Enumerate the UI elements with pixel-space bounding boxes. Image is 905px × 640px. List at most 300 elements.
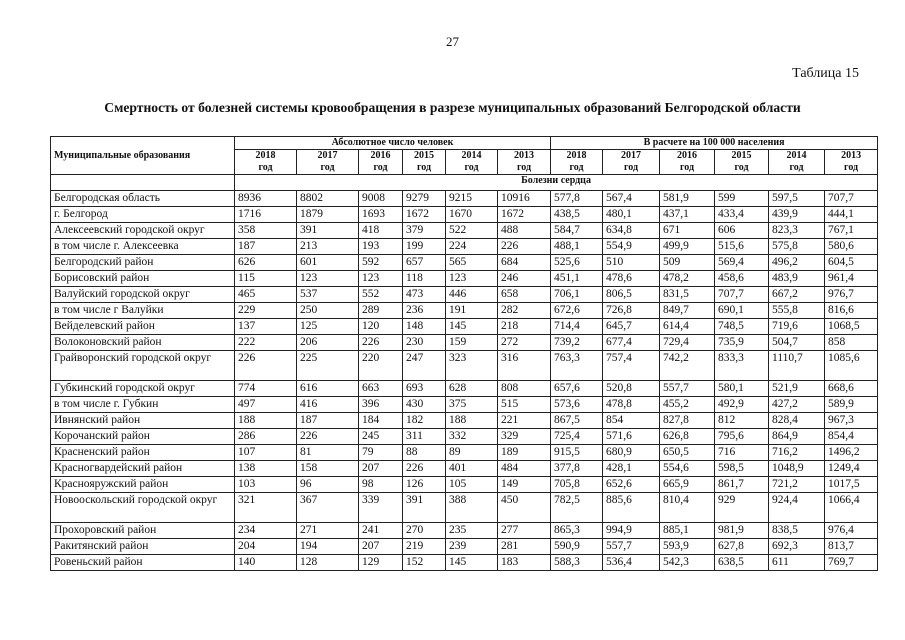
absolute-value-cell: 552 bbox=[359, 287, 403, 303]
absolute-value-cell: 1670 bbox=[446, 207, 498, 223]
absolute-value-cell: 158 bbox=[297, 461, 359, 477]
absolute-value-cell: 128 bbox=[297, 555, 359, 571]
rate-value-cell: 439,9 bbox=[769, 207, 825, 223]
rate-value-cell: 767,1 bbox=[825, 223, 878, 239]
rate-value-cell: 520,8 bbox=[603, 381, 660, 397]
rate-value-cell: 924,4 bbox=[769, 493, 825, 523]
absolute-value-cell: 388 bbox=[446, 493, 498, 523]
municipality-name: Прохоровский район bbox=[51, 523, 235, 539]
rate-value-cell: 967,3 bbox=[825, 413, 878, 429]
rate-value-cell: 861,7 bbox=[715, 477, 769, 493]
year-header-abs-2014 bbox=[446, 150, 498, 175]
absolute-value-cell: 187 bbox=[297, 413, 359, 429]
header-group-row bbox=[51, 137, 878, 150]
absolute-value-cell: 221 bbox=[498, 413, 551, 429]
rate-value-cell: 554,6 bbox=[660, 461, 715, 477]
absolute-value-cell: 358 bbox=[235, 223, 297, 239]
rate-value-cell: 589,9 bbox=[825, 397, 878, 413]
absolute-value-cell: 418 bbox=[359, 223, 403, 239]
absolute-value-cell: 401 bbox=[446, 461, 498, 477]
table-row bbox=[51, 445, 878, 461]
year-header-abs-2013 bbox=[498, 150, 551, 175]
year-header-abs-2015 bbox=[403, 150, 446, 175]
absolute-value-cell: 123 bbox=[446, 271, 498, 287]
table-row bbox=[51, 319, 878, 335]
absolute-value-cell: 137 bbox=[235, 319, 297, 335]
rate-value-cell: 638,5 bbox=[715, 555, 769, 571]
municipality-name: Корочанский район bbox=[51, 429, 235, 445]
year-header-abs-2018 bbox=[235, 150, 297, 175]
rate-value-cell: 690,1 bbox=[715, 303, 769, 319]
absolute-value-cell: 1672 bbox=[403, 207, 446, 223]
rate-value-cell: 521,9 bbox=[769, 381, 825, 397]
rate-value-cell: 444,1 bbox=[825, 207, 878, 223]
table-row bbox=[51, 255, 878, 271]
absolute-value-cell: 125 bbox=[297, 319, 359, 335]
table-row bbox=[51, 461, 878, 477]
municipality-name: в том числе г Валуйки bbox=[51, 303, 235, 319]
rate-value-cell: 427,2 bbox=[769, 397, 825, 413]
absolute-value-cell: 159 bbox=[446, 335, 498, 351]
absolute-value-cell: 191 bbox=[446, 303, 498, 319]
rate-value-cell: 590,9 bbox=[551, 539, 603, 555]
absolute-value-cell: 8936 bbox=[235, 191, 297, 207]
municipality-name: Новооскольский городской округ bbox=[51, 493, 235, 523]
rate-value-cell: 1249,4 bbox=[825, 461, 878, 477]
year-header-rate-2018 bbox=[551, 150, 603, 175]
absolute-value-cell: 126 bbox=[403, 477, 446, 493]
absolute-value-cell: 323 bbox=[446, 351, 498, 381]
absolute-value-cell: 123 bbox=[359, 271, 403, 287]
table-row bbox=[51, 539, 878, 555]
rate-value-cell: 536,4 bbox=[603, 555, 660, 571]
absolute-value-cell: 565 bbox=[446, 255, 498, 271]
absolute-value-cell: 235 bbox=[446, 523, 498, 539]
rate-value-cell: 816,6 bbox=[825, 303, 878, 319]
rate-value-cell: 598,5 bbox=[715, 461, 769, 477]
municipality-name: Алексеевский городской округ bbox=[51, 223, 235, 239]
year-header-year: 2016 bbox=[370, 150, 391, 161]
year-header-year: 2018 bbox=[566, 150, 587, 161]
rate-value-cell: 1085,6 bbox=[825, 351, 878, 381]
rate-value-cell: 716,2 bbox=[769, 445, 825, 461]
table-row bbox=[51, 555, 878, 571]
rate-value-cell: 677,4 bbox=[603, 335, 660, 351]
absolute-value-cell: 329 bbox=[498, 429, 551, 445]
rate-value-cell: 1066,4 bbox=[825, 493, 878, 523]
absolute-value-cell: 391 bbox=[403, 493, 446, 523]
municipality-name: Борисовский район bbox=[51, 271, 235, 287]
absolute-value-cell: 148 bbox=[403, 319, 446, 335]
municipality-name: Красногвардейский район bbox=[51, 461, 235, 477]
absolute-value-cell: 222 bbox=[235, 335, 297, 351]
year-header-unit: год bbox=[680, 162, 695, 173]
rate-value-cell: 569,4 bbox=[715, 255, 769, 271]
absolute-value-cell: 220 bbox=[359, 351, 403, 381]
rate-value-cell: 650,5 bbox=[660, 445, 715, 461]
absolute-value-cell: 245 bbox=[359, 429, 403, 445]
table-row bbox=[51, 207, 878, 223]
absolute-value-cell: 140 bbox=[235, 555, 297, 571]
absolute-value-cell: 281 bbox=[498, 539, 551, 555]
year-header-year: 2015 bbox=[731, 150, 752, 161]
rate-value-cell: 557,7 bbox=[660, 381, 715, 397]
absolute-value-cell: 321 bbox=[235, 493, 297, 523]
table-row bbox=[51, 271, 878, 287]
rate-value-cell: 707,7 bbox=[825, 191, 878, 207]
absolute-value-cell: 9215 bbox=[446, 191, 498, 207]
table-row bbox=[51, 523, 878, 539]
rate-value-cell: 667,2 bbox=[769, 287, 825, 303]
year-header-unit: год bbox=[569, 162, 584, 173]
rate-value-cell: 665,9 bbox=[660, 477, 715, 493]
mortality-table bbox=[50, 136, 878, 571]
rate-value-cell: 555,8 bbox=[769, 303, 825, 319]
absolute-value-cell: 207 bbox=[359, 539, 403, 555]
rate-value-cell: 626,8 bbox=[660, 429, 715, 445]
rate-value-cell: 488,1 bbox=[551, 239, 603, 255]
absolute-value-cell: 188 bbox=[446, 413, 498, 429]
rate-value-cell: 864,9 bbox=[769, 429, 825, 445]
absolute-value-cell: 225 bbox=[297, 351, 359, 381]
absolute-value-cell: 239 bbox=[446, 539, 498, 555]
absolute-value-cell: 465 bbox=[235, 287, 297, 303]
rate-value-cell: 1496,2 bbox=[825, 445, 878, 461]
rate-value-cell: 854 bbox=[603, 413, 660, 429]
rate-value-cell: 716 bbox=[715, 445, 769, 461]
absolute-value-cell: 229 bbox=[235, 303, 297, 319]
year-header-unit: год bbox=[516, 162, 532, 173]
year-header-year: 2014 bbox=[461, 150, 482, 161]
year-header-unit: год bbox=[373, 162, 388, 173]
rate-value-cell: 721,2 bbox=[769, 477, 825, 493]
absolute-value-cell: 375 bbox=[446, 397, 498, 413]
year-header-rate-2016 bbox=[660, 150, 715, 175]
absolute-value-cell: 213 bbox=[297, 239, 359, 255]
table-row bbox=[51, 381, 878, 397]
rate-value-cell: 496,2 bbox=[769, 255, 825, 271]
year-header-unit: год bbox=[734, 162, 749, 173]
rate-value-cell: 833,3 bbox=[715, 351, 769, 381]
rate-value-cell: 492,9 bbox=[715, 397, 769, 413]
rate-value-cell: 680,9 bbox=[603, 445, 660, 461]
absolute-value-cell: 199 bbox=[403, 239, 446, 255]
absolute-value-cell: 120 bbox=[359, 319, 403, 335]
year-header-unit: год bbox=[844, 162, 859, 173]
municipality-name: Валуйский городской округ bbox=[51, 287, 235, 303]
rate-value-cell: 961,4 bbox=[825, 271, 878, 287]
rate-value-cell: 795,6 bbox=[715, 429, 769, 445]
rate-value-cell: 478,2 bbox=[660, 271, 715, 287]
year-header-rate-2013 bbox=[825, 150, 878, 175]
absolute-value-cell: 693 bbox=[403, 381, 446, 397]
absolute-value-cell: 663 bbox=[359, 381, 403, 397]
rate-value-cell: 854,4 bbox=[825, 429, 878, 445]
absolute-value-cell: 339 bbox=[359, 493, 403, 523]
absolute-value-cell: 204 bbox=[235, 539, 297, 555]
rate-value-cell: 812 bbox=[715, 413, 769, 429]
year-header-rate-2014 bbox=[769, 150, 825, 175]
absolute-value-cell: 96 bbox=[297, 477, 359, 493]
absolute-value-cell: 224 bbox=[446, 239, 498, 255]
absolute-value-cell: 592 bbox=[359, 255, 403, 271]
rate-value-cell: 577,8 bbox=[551, 191, 603, 207]
rate-value-cell: 706,1 bbox=[551, 287, 603, 303]
absolute-value-cell: 391 bbox=[297, 223, 359, 239]
rate-value-cell: 581,9 bbox=[660, 191, 715, 207]
rate-value-cell: 478,6 bbox=[603, 271, 660, 287]
rate-value-cell: 748,5 bbox=[715, 319, 769, 335]
rate-value-cell: 858 bbox=[825, 335, 878, 351]
absolute-value-cell: 183 bbox=[498, 555, 551, 571]
rate-value-cell: 584,7 bbox=[551, 223, 603, 239]
absolute-value-cell: 616 bbox=[297, 381, 359, 397]
year-header-abs-2016 bbox=[359, 150, 403, 175]
rate-value-cell: 645,7 bbox=[603, 319, 660, 335]
rate-value-cell: 652,6 bbox=[603, 477, 660, 493]
rate-value-cell: 575,8 bbox=[769, 239, 825, 255]
absolute-value-cell: 601 bbox=[297, 255, 359, 271]
absolute-value-cell: 241 bbox=[359, 523, 403, 539]
municipality-column-header: Муниципальные образования bbox=[51, 137, 235, 175]
absolute-value-cell: 207 bbox=[359, 461, 403, 477]
absolute-value-cell: 187 bbox=[235, 239, 297, 255]
rate-value-cell: 580,1 bbox=[715, 381, 769, 397]
absolute-value-cell: 332 bbox=[446, 429, 498, 445]
absolute-value-cell: 808 bbox=[498, 381, 551, 397]
table-row bbox=[51, 429, 878, 445]
rate-value-cell: 483,9 bbox=[769, 271, 825, 287]
rate-value-cell: 714,4 bbox=[551, 319, 603, 335]
table-row bbox=[51, 351, 878, 381]
absolute-value-cell: 145 bbox=[446, 319, 498, 335]
rate-value-cell: 588,3 bbox=[551, 555, 603, 571]
absolute-value-cell: 626 bbox=[235, 255, 297, 271]
year-header-abs-2017 bbox=[297, 150, 359, 175]
rate-value-cell: 593,9 bbox=[660, 539, 715, 555]
absolute-value-cell: 152 bbox=[403, 555, 446, 571]
year-header-unit: год bbox=[464, 162, 479, 173]
rate-value-cell: 981,9 bbox=[715, 523, 769, 539]
absolute-value-cell: 226 bbox=[297, 429, 359, 445]
table-row bbox=[51, 191, 878, 207]
rate-value-cell: 769,7 bbox=[825, 555, 878, 571]
year-header-unit: год bbox=[789, 162, 804, 173]
section-label: Болезни сердца bbox=[235, 175, 878, 191]
rate-value-cell: 976,7 bbox=[825, 287, 878, 303]
rate-value-cell: 1048,9 bbox=[769, 461, 825, 477]
rate-value-cell: 806,5 bbox=[603, 287, 660, 303]
rate-value-cell: 580,6 bbox=[825, 239, 878, 255]
rate-value-cell: 606 bbox=[715, 223, 769, 239]
municipality-name: Ровеньский район bbox=[51, 555, 235, 571]
year-header-year: 2015 bbox=[414, 150, 434, 161]
year-header-year: 2017 bbox=[621, 150, 642, 161]
rate-value-cell: 725,4 bbox=[551, 429, 603, 445]
absolute-value-cell: 1879 bbox=[297, 207, 359, 223]
rate-value-cell: 599 bbox=[715, 191, 769, 207]
rate-value-cell: 438,5 bbox=[551, 207, 603, 223]
year-header-unit: год bbox=[416, 162, 432, 173]
section-row bbox=[51, 175, 878, 191]
rate-value-cell: 657,6 bbox=[551, 381, 603, 397]
table-row bbox=[51, 239, 878, 255]
rate-value-cell: 627,8 bbox=[715, 539, 769, 555]
absolute-value-cell: 9008 bbox=[359, 191, 403, 207]
rate-value-cell: 671 bbox=[660, 223, 715, 239]
absolute-value-cell: 10916 bbox=[498, 191, 551, 207]
absolute-group-header: Абсолютное число человек bbox=[235, 137, 551, 150]
rate-value-cell: 865,3 bbox=[551, 523, 603, 539]
rate-value-cell: 849,7 bbox=[660, 303, 715, 319]
municipality-name: Грайворонский городской округ bbox=[51, 351, 235, 381]
table-row bbox=[51, 413, 878, 429]
absolute-value-cell: 194 bbox=[297, 539, 359, 555]
rate-value-cell: 377,8 bbox=[551, 461, 603, 477]
absolute-value-cell: 1672 bbox=[498, 207, 551, 223]
absolute-value-cell: 189 bbox=[498, 445, 551, 461]
rate-value-cell: 810,4 bbox=[660, 493, 715, 523]
rate-value-cell: 499,9 bbox=[660, 239, 715, 255]
municipality-name: в том числе г. Губкин bbox=[51, 397, 235, 413]
rate-value-cell: 504,7 bbox=[769, 335, 825, 351]
absolute-value-cell: 379 bbox=[403, 223, 446, 239]
absolute-value-cell: 522 bbox=[446, 223, 498, 239]
year-header-year: 2018 bbox=[255, 150, 276, 161]
absolute-value-cell: 246 bbox=[498, 271, 551, 287]
year-header-unit: год bbox=[624, 162, 639, 173]
absolute-value-cell: 89 bbox=[446, 445, 498, 461]
absolute-value-cell: 105 bbox=[446, 477, 498, 493]
absolute-value-cell: 98 bbox=[359, 477, 403, 493]
year-header-year: 2017 bbox=[317, 150, 338, 161]
absolute-value-cell: 488 bbox=[498, 223, 551, 239]
rate-value-cell: 1068,5 bbox=[825, 319, 878, 335]
rate-value-cell: 509 bbox=[660, 255, 715, 271]
rate-value-cell: 885,6 bbox=[603, 493, 660, 523]
municipality-name: Губкинский городской округ bbox=[51, 381, 235, 397]
municipality-name: Красненский район bbox=[51, 445, 235, 461]
rate-value-cell: 729,4 bbox=[660, 335, 715, 351]
absolute-value-cell: 118 bbox=[403, 271, 446, 287]
absolute-value-cell: 628 bbox=[446, 381, 498, 397]
absolute-value-cell: 684 bbox=[498, 255, 551, 271]
rate-value-cell: 542,3 bbox=[660, 555, 715, 571]
absolute-value-cell: 236 bbox=[403, 303, 446, 319]
municipality-name: Вейделевский район bbox=[51, 319, 235, 335]
rate-value-cell: 705,8 bbox=[551, 477, 603, 493]
absolute-value-cell: 271 bbox=[297, 523, 359, 539]
absolute-value-cell: 234 bbox=[235, 523, 297, 539]
absolute-value-cell: 247 bbox=[403, 351, 446, 381]
rate-value-cell: 915,5 bbox=[551, 445, 603, 461]
rate-value-cell: 597,5 bbox=[769, 191, 825, 207]
absolute-value-cell: 282 bbox=[498, 303, 551, 319]
absolute-value-cell: 658 bbox=[498, 287, 551, 303]
document-title: Смертность от болезней системы кровообращения в разрезе муниципальных образований Белгородской области bbox=[104, 100, 801, 115]
rate-value-cell: 831,5 bbox=[660, 287, 715, 303]
absolute-value-cell: 8802 bbox=[297, 191, 359, 207]
absolute-value-cell: 230 bbox=[403, 335, 446, 351]
absolute-value-cell: 657 bbox=[403, 255, 446, 271]
absolute-value-cell: 289 bbox=[359, 303, 403, 319]
rate-value-cell: 867,5 bbox=[551, 413, 603, 429]
municipality-name: Белгородский район bbox=[51, 255, 235, 271]
absolute-value-cell: 277 bbox=[498, 523, 551, 539]
table-row bbox=[51, 397, 878, 413]
rate-value-cell: 451,1 bbox=[551, 271, 603, 287]
absolute-value-cell: 484 bbox=[498, 461, 551, 477]
rate-value-cell: 634,8 bbox=[603, 223, 660, 239]
year-header-unit: год bbox=[320, 162, 335, 173]
rate-value-cell: 692,3 bbox=[769, 539, 825, 555]
rate-value-cell: 614,4 bbox=[660, 319, 715, 335]
municipality-name: Краснояружский район bbox=[51, 477, 235, 493]
absolute-value-cell: 129 bbox=[359, 555, 403, 571]
year-header-unit: год bbox=[258, 162, 273, 173]
rate-value-cell: 719,6 bbox=[769, 319, 825, 335]
table-row bbox=[51, 493, 878, 523]
municipality-name: в том числе г. Алексеевка bbox=[51, 239, 235, 255]
rate-value-cell: 739,2 bbox=[551, 335, 603, 351]
rate-value-cell: 823,3 bbox=[769, 223, 825, 239]
rate-value-cell: 557,7 bbox=[603, 539, 660, 555]
absolute-value-cell: 1693 bbox=[359, 207, 403, 223]
rate-value-cell: 428,1 bbox=[603, 461, 660, 477]
rate-value-cell: 838,5 bbox=[769, 523, 825, 539]
absolute-value-cell: 226 bbox=[403, 461, 446, 477]
year-header-year: 2014 bbox=[786, 150, 807, 161]
rate-value-cell: 929 bbox=[715, 493, 769, 523]
rate-value-cell: 567,4 bbox=[603, 191, 660, 207]
rate-value-cell: 480,1 bbox=[603, 207, 660, 223]
rate-value-cell: 458,6 bbox=[715, 271, 769, 287]
absolute-value-cell: 497 bbox=[235, 397, 297, 413]
absolute-value-cell: 286 bbox=[235, 429, 297, 445]
rate-value-cell: 726,8 bbox=[603, 303, 660, 319]
absolute-value-cell: 115 bbox=[235, 271, 297, 287]
page-number: 27 bbox=[446, 34, 459, 49]
absolute-value-cell: 123 bbox=[297, 271, 359, 287]
absolute-value-cell: 9279 bbox=[403, 191, 446, 207]
absolute-value-cell: 537 bbox=[297, 287, 359, 303]
rate-value-cell: 1017,5 bbox=[825, 477, 878, 493]
rate-value-cell: 554,9 bbox=[603, 239, 660, 255]
rate-value-cell: 571,6 bbox=[603, 429, 660, 445]
rate-value-cell: 885,1 bbox=[660, 523, 715, 539]
absolute-value-cell: 226 bbox=[235, 351, 297, 381]
year-header-year: 2013 bbox=[841, 150, 862, 161]
section-row-blank bbox=[51, 175, 235, 191]
table-row bbox=[51, 335, 878, 351]
rate-value-cell: 478,8 bbox=[603, 397, 660, 413]
rate-value-cell: 437,1 bbox=[660, 207, 715, 223]
rate-value-cell: 828,4 bbox=[769, 413, 825, 429]
absolute-value-cell: 367 bbox=[297, 493, 359, 523]
rate-value-cell: 433,4 bbox=[715, 207, 769, 223]
per100k-group-header: В расчете на 100 000 населения bbox=[551, 137, 878, 150]
rate-value-cell: 976,4 bbox=[825, 523, 878, 539]
rate-value-cell: 763,3 bbox=[551, 351, 603, 381]
absolute-value-cell: 107 bbox=[235, 445, 297, 461]
absolute-value-cell: 88 bbox=[403, 445, 446, 461]
absolute-value-cell: 138 bbox=[235, 461, 297, 477]
rate-value-cell: 668,6 bbox=[825, 381, 878, 397]
absolute-value-cell: 184 bbox=[359, 413, 403, 429]
absolute-value-cell: 473 bbox=[403, 287, 446, 303]
absolute-value-cell: 149 bbox=[498, 477, 551, 493]
year-header-year: 2013 bbox=[514, 150, 535, 161]
